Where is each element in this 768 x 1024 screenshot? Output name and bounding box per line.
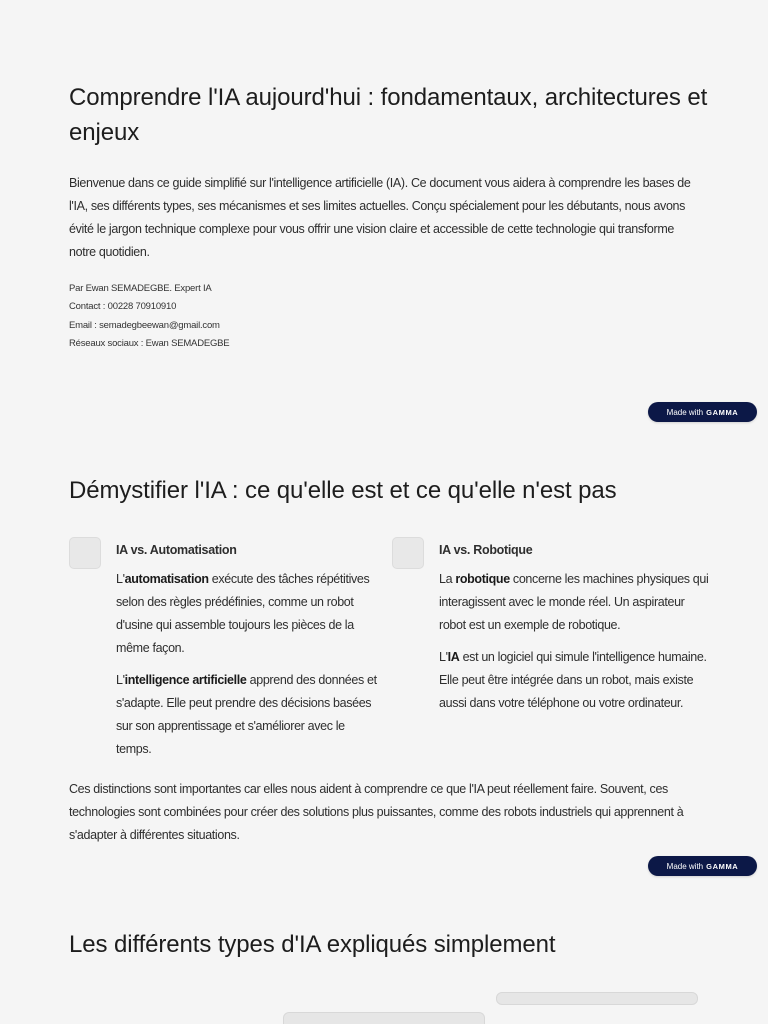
- demystify-summary: Ces distinctions sont importantes car elles nous aident à comprendre ce que l'IA peut réellement faire. Souvent, ces technologies sont combinées pour créer des solutions plus puissantes, comme des robots industriels qui apprennent à s'adapter à différentes situations.: [69, 782, 684, 842]
- card-placeholder: [283, 1012, 485, 1024]
- column-robotics: [439, 539, 709, 715]
- intro-title: Comprendre l'IA aujourd'hui : fondamentaux, architectures et enjeux: [69, 84, 708, 146]
- column-heading: IA vs. Automatisation: [116, 543, 237, 557]
- column-paragraph: La robotique concerne les machines physiques qui interagissent avec le monde réel. Un aspirateur robot est un exemple de robotique.: [439, 572, 709, 632]
- highlight-term: automatisation: [124, 572, 209, 586]
- highlight-term: IA: [447, 650, 460, 664]
- badge-made-with-label: Made with: [666, 407, 704, 417]
- card-placeholder: [496, 992, 698, 1005]
- column-paragraph: L'automatisation exécute des tâches répétitives selon des règles prédéfinies, comme un robot d'usine qui assemble toujours les pièces de la même façon.: [116, 572, 370, 655]
- highlight-term: robotique: [455, 572, 510, 586]
- column-automation: [116, 539, 382, 761]
- intro-paragraph: Bienvenue dans ce guide simplifié sur l'intelligence artificielle (IA). Ce document vous aidera à comprendre les bases de l'IA, ses différents types, ses mécanismes et ses limites actuelles. Conçu spécialement pour les débutants, nous avons évité le jargon technique complexe pour vous offrir une vision claire et accessible de cette technologie qui transforme notre quotidien.: [69, 176, 691, 259]
- author-email: Email : semadegbeewan@gmail.com: [69, 319, 220, 331]
- author-name: Par Ewan SEMADEGBE. Expert IA: [69, 283, 212, 294]
- badge-made-with-label: Made with: [666, 861, 704, 871]
- automation-placeholder-icon: [69, 537, 101, 569]
- author-social: Réseaux sociaux : Ewan SEMADEGBE: [69, 337, 230, 349]
- column-heading: IA vs. Robotique: [439, 543, 533, 557]
- column-paragraph: L'IA est un logiciel qui simule l'intelligence humaine. Elle peut être intégrée dans un robot, mais existe aussi dans votre téléphone ou votre ordinateur.: [439, 650, 707, 710]
- made-with-gamma-badge[interactable]: [648, 402, 757, 422]
- types-title: Les différents types d'IA expliqués simplement: [69, 931, 556, 958]
- column-paragraph: L'intelligence artificielle apprend des données et s'adapte. Elle peut prendre des décisions basées sur son apprentissage et s'améliorer avec le temps.: [116, 673, 377, 756]
- author-info: [69, 280, 229, 353]
- highlight-term: intelligence artificielle: [124, 673, 247, 687]
- badge-brand-label: GAMMA: [706, 407, 739, 417]
- author-contact: Contact : 00228 70910910: [69, 301, 177, 313]
- badge-brand-label: GAMMA: [706, 861, 739, 871]
- made-with-gamma-badge[interactable]: [648, 856, 757, 876]
- demystify-title: Démystifier l'IA : ce qu'elle est et ce qu'elle n'est pas: [69, 477, 617, 504]
- robotics-placeholder-icon: [392, 537, 424, 569]
